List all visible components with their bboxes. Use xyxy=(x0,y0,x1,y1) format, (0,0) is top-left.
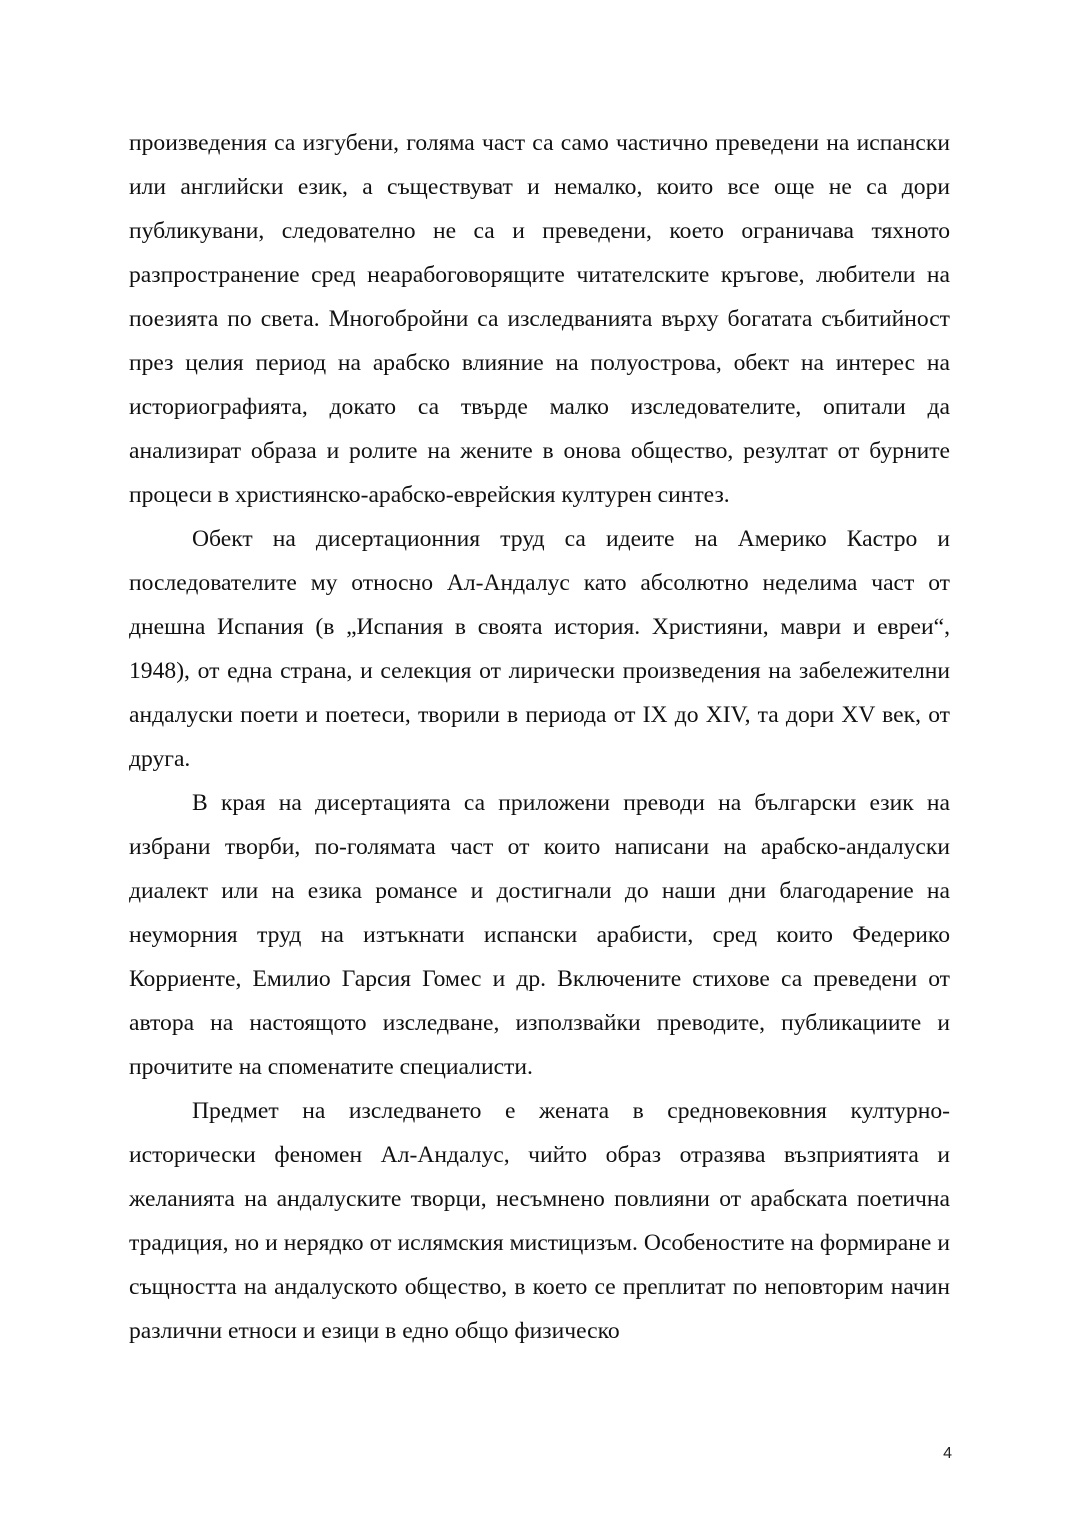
paragraph-object-of-study: Обект на дисертационния труд са идеите на Америко Кастро и последователите му относно Ал-Андалус като абсолютно неделима част от днешна Испания (в „Испания в своята история. Християни, маври и евреи“, 1948), от една страна, и селекция от лирически произведения на забележителни андалуски поети и поетеси, творили в периода от IX до XIV, та дори XV век, от друга. xyxy=(129,526,950,772)
paragraph-subject-of-study: Предмет на изследването е жената в средновековния културно-исторически феномен Ал-Андалус, чийто образ отразява възприятията и желанията на андалуските творци, несъмнено повлияни от арабската поетична традиция, но и нерядко от ислямския мистицизъм. Особеностите на формиране и същността на андалуското общество, в което се преплитат по неповторим начин различни етноси и езици в едно общо физическо xyxy=(129,1098,950,1344)
paragraph-continuation: произведения са изгубени, голяма част са само частично преведени на испански или английски език, а съществуват и немалко, които все още не са дори публикувани, следователно не са и преведени, което ограничава тяхното разпространение сред неарабоговорящите читателските кръгове, любители на поезията по света. Многобройни са изследванията върху богатата събитийност през целия период на арабско влияние на полуострова, обект на интерес на историографията, докато са твърде малко изследователите, опитали да анализират образа и ролите на жените в онова общество, резултат от бурните процеси в християнско-арабско-еврейския културен синтез. xyxy=(129,130,950,508)
body-text xyxy=(129,121,950,1353)
paragraph-translations: В края на дисертацията са приложени преводи на български език на избрани творби, по-голямата част от които написани на арабско-андалуски диалект или на езика романсе и достигнали до наши дни благодарение на неуморния труд на изтъкнати испански арабисти, сред които Федерико Корриенте, Емилио Гарсия Гомес и др. Включените стихове са преведени от автора на настоящото изследване, използвайки преводите, публикациите и прочитите на споменатите специалисти. xyxy=(129,790,950,1080)
page-number: 4 xyxy=(943,1445,952,1462)
